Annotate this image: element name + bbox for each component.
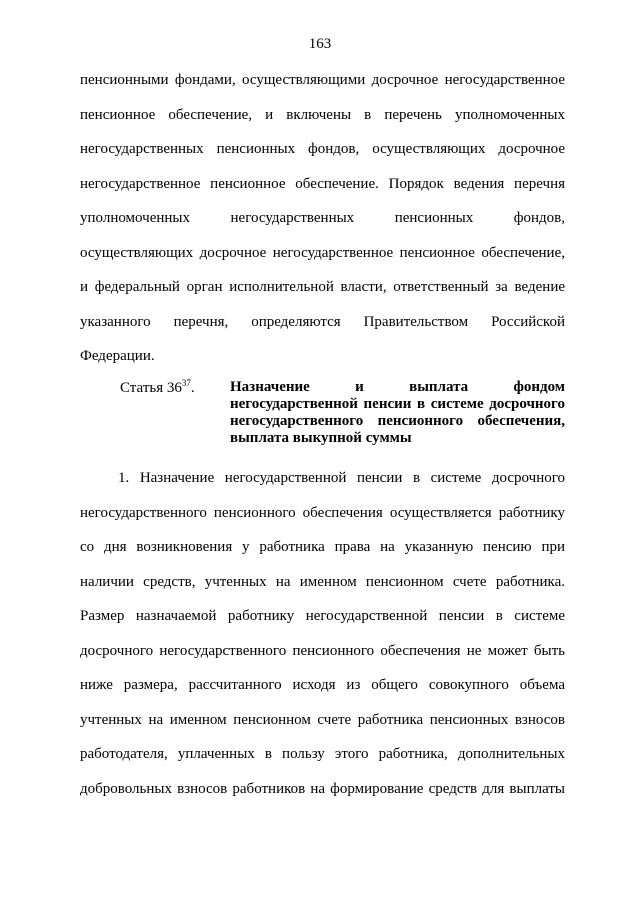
- article-title-line: негосударственной пенсии в системе досрочного: [230, 396, 565, 412]
- text-line: наличии средств, учтенных на именном пенсионном счете работника.: [80, 573, 565, 590]
- article-label-superscript: 37: [181, 378, 191, 388]
- article-title-line: Назначение и выплата фондом: [230, 379, 565, 395]
- text-line: пенсионными фондами, осуществляющими досрочное негосударственное: [80, 72, 565, 88]
- text-line: указанного перечня, определяются Правительством Российской: [80, 313, 565, 330]
- text-line: негосударственных пенсионных фондов, осуществляющих досрочное: [80, 141, 565, 157]
- page-number: 163: [308, 36, 332, 52]
- article-title-line: выплата выкупной суммы: [230, 430, 412, 446]
- text-line: Размер назначаемой работнику негосударственной пенсии в системе: [80, 608, 565, 624]
- text-line: досрочного негосударственного пенсионного обеспечения не может быть: [80, 642, 565, 659]
- paragraph-continuation: [80, 63, 565, 374]
- article-title: [230, 379, 565, 447]
- text-line: Федерации.: [80, 348, 155, 364]
- text-line: ниже размера, рассчитанного исходя из общего совокупного объема: [80, 677, 565, 693]
- article-label-text: Статья 36: [120, 380, 182, 396]
- text-line: и федеральный орган исполнительной власти, ответственный за ведение: [80, 279, 565, 295]
- article-paragraph-1: [80, 461, 565, 806]
- text-line: работодателя, уплаченных в пользу этого работника, дополнительных: [80, 746, 565, 762]
- text-line: уполномоченных негосударственных пенсионных фондов,: [80, 210, 565, 226]
- text-line: со дня возникновения у работника права на указанную пенсию при: [80, 539, 565, 555]
- text-line: 1. Назначение негосударственной пенсии в системе досрочного: [118, 470, 565, 486]
- text-line: негосударственного пенсионного обеспечения осуществляется работнику: [80, 504, 565, 521]
- article-title-line: негосударственного пенсионного обеспечения,: [230, 413, 565, 429]
- text-line: негосударственное пенсионное обеспечение. Порядок ведения перечня: [80, 175, 565, 192]
- text-line: осуществляющих досрочное негосударственное пенсионное обеспечение,: [80, 244, 565, 261]
- text-line: пенсионное обеспечение, и включены в перечень уполномоченных: [80, 106, 565, 123]
- text-line: учтенных на именном пенсионном счете работника пенсионных взносов: [80, 711, 565, 728]
- article-label-suffix: .: [190, 380, 195, 396]
- article-label: [120, 378, 195, 397]
- text-line: добровольных взносов работников на формирование средств для выплаты: [80, 780, 565, 797]
